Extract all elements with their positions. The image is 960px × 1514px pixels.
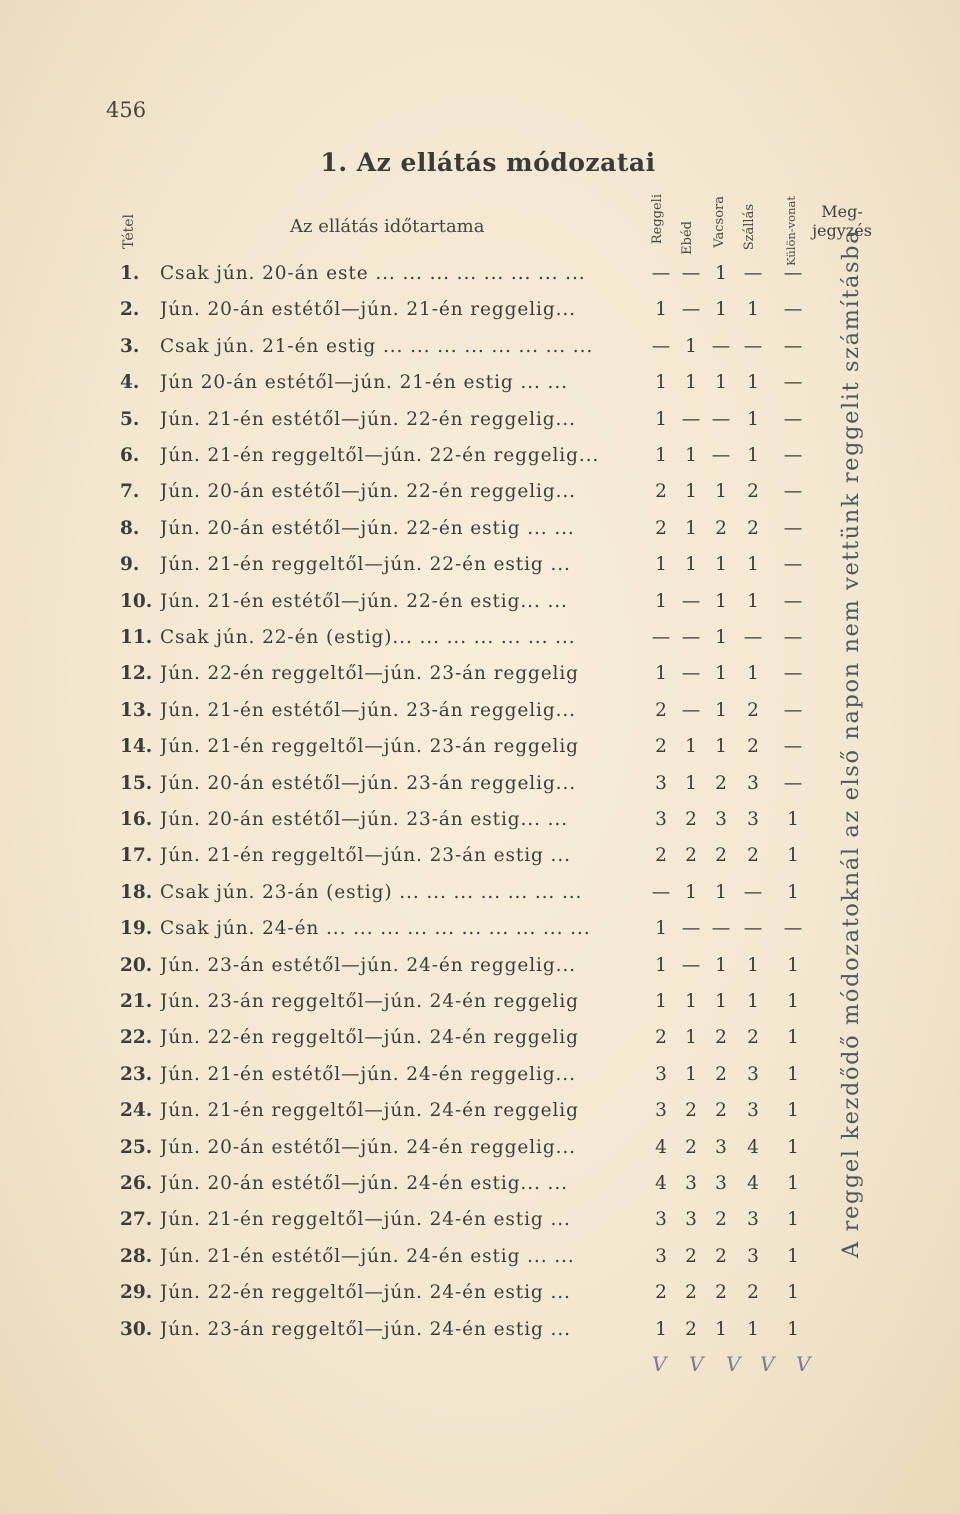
row-value-ebd: 1 — [685, 518, 697, 539]
row-value-klnvonat: — — [783, 336, 803, 357]
row-value-vacsora: 2 — [715, 1246, 727, 1267]
row-value-reggeli: 3 — [655, 1100, 667, 1121]
row-value-szlls: 1 — [747, 445, 759, 466]
row-value-reggeli: 2 — [655, 1027, 667, 1048]
row-number: 11. — [120, 627, 153, 648]
row-duration: Jún. 21-én estétől—jún. 22-én reggelig... — [160, 409, 576, 430]
check-mark: V — [689, 1352, 704, 1376]
row-duration: Jún. 23-án reggeltől—jún. 24-én estig ... — [160, 1319, 571, 1340]
table-row — [0, 554, 960, 584]
row-value-ebd: — — [681, 263, 701, 284]
table-row — [0, 809, 960, 839]
row-value-szlls: 3 — [747, 773, 759, 794]
row-value-klnvonat: 1 — [787, 1209, 799, 1230]
row-value-szlls: 1 — [747, 299, 759, 320]
row-value-ebd: 1 — [685, 554, 697, 575]
row-duration: Jún. 20-án estétől—jún. 23-án estig... ... — [160, 809, 568, 830]
row-value-szlls: 1 — [747, 991, 759, 1012]
row-value-ebd: 2 — [685, 1137, 697, 1158]
row-value-klnvonat: — — [783, 700, 803, 721]
table-row — [0, 481, 960, 511]
row-number: 26. — [120, 1173, 153, 1194]
row-value-vacsora: 2 — [715, 773, 727, 794]
row-value-vacsora: — — [711, 445, 731, 466]
row-value-ebd: — — [681, 299, 701, 320]
row-value-reggeli: 1 — [655, 445, 667, 466]
table-row — [0, 1319, 960, 1349]
row-value-szlls: 2 — [747, 700, 759, 721]
row-value-reggeli: 4 — [655, 1173, 667, 1194]
row-value-klnvonat: 1 — [787, 1100, 799, 1121]
table-row — [0, 1246, 960, 1276]
row-value-szlls: 1 — [747, 955, 759, 976]
row-number: 25. — [120, 1137, 153, 1158]
row-duration: Jún. 20-án estétől—jún. 22-én reggelig... — [160, 481, 576, 502]
row-value-klnvonat: — — [783, 773, 803, 794]
row-value-klnvonat: — — [783, 299, 803, 320]
row-number: 1. — [120, 263, 140, 284]
check-mark: V — [726, 1352, 741, 1376]
row-duration: Csak jún. 22-én (estig)... ... ... ... ... ... ... — [160, 627, 576, 648]
row-value-ebd: 1 — [685, 1064, 697, 1085]
row-value-reggeli: 1 — [655, 955, 667, 976]
row-value-klnvonat: 1 — [787, 1064, 799, 1085]
header-duration: Az ellátás időtartama — [290, 216, 485, 237]
row-duration: Jún. 21-én estétől—jún. 24-én reggelig... — [160, 1064, 576, 1085]
row-value-reggeli: — — [651, 263, 671, 284]
table-row — [0, 955, 960, 985]
row-value-vacsora: 1 — [715, 1319, 727, 1340]
table-row — [0, 1282, 960, 1312]
row-value-klnvonat: 1 — [787, 1282, 799, 1303]
table-row — [0, 518, 960, 548]
row-value-vacsora: — — [711, 336, 731, 357]
table-row — [0, 1027, 960, 1057]
table-row — [0, 263, 960, 293]
row-value-ebd: 1 — [685, 336, 697, 357]
row-value-reggeli: 1 — [655, 1319, 667, 1340]
row-value-klnvonat: — — [783, 736, 803, 757]
row-value-reggeli: 3 — [655, 773, 667, 794]
row-number: 8. — [120, 518, 140, 539]
row-number: 21. — [120, 991, 153, 1012]
row-value-ebd: — — [681, 591, 701, 612]
row-value-szlls: 3 — [747, 1064, 759, 1085]
row-value-reggeli: 1 — [655, 991, 667, 1012]
table-row — [0, 773, 960, 803]
row-value-ebd: 1 — [685, 372, 697, 393]
row-value-vacsora: 1 — [715, 591, 727, 612]
row-value-reggeli: 2 — [655, 736, 667, 757]
row-value-reggeli: 1 — [655, 299, 667, 320]
row-value-reggeli: — — [651, 882, 671, 903]
row-number: 22. — [120, 1027, 153, 1048]
row-value-vacsora: 1 — [715, 554, 727, 575]
row-value-reggeli: 3 — [655, 1209, 667, 1230]
header-ebed: Ebéd — [680, 221, 695, 255]
row-number: 13. — [120, 700, 153, 721]
table-row — [0, 991, 960, 1021]
header-item: Tétel — [121, 214, 137, 249]
row-value-vacsora: 2 — [715, 518, 727, 539]
row-value-szlls: — — [743, 263, 763, 284]
row-value-ebd: 1 — [685, 736, 697, 757]
row-value-szlls: — — [743, 336, 763, 357]
row-duration: Jún. 22-én reggeltől—jún. 23-án reggelig — [160, 663, 579, 684]
row-value-klnvonat: 1 — [787, 991, 799, 1012]
table-row — [0, 627, 960, 657]
row-value-vacsora: 2 — [715, 845, 727, 866]
row-value-ebd: 1 — [685, 773, 697, 794]
table-row — [0, 1137, 960, 1167]
row-value-klnvonat: 1 — [787, 845, 799, 866]
row-value-vacsora: 1 — [715, 299, 727, 320]
row-value-vacsora: 1 — [715, 991, 727, 1012]
row-value-klnvonat: — — [783, 627, 803, 648]
row-value-ebd: — — [681, 955, 701, 976]
row-value-vacsora: 1 — [715, 481, 727, 502]
row-value-szlls: 3 — [747, 1209, 759, 1230]
row-number: 18. — [120, 882, 153, 903]
row-value-szlls: 2 — [747, 518, 759, 539]
row-value-vacsora: 1 — [715, 700, 727, 721]
row-value-klnvonat: — — [783, 409, 803, 430]
page-number: 456 — [106, 98, 147, 122]
table-row — [0, 1100, 960, 1130]
row-value-ebd: 1 — [685, 991, 697, 1012]
row-duration: Jún. 20-án estétől—jún. 21-én reggelig... — [160, 299, 576, 320]
row-value-vacsora: 3 — [715, 1173, 727, 1194]
check-mark: V — [760, 1352, 775, 1376]
row-duration: Jún. 21-én reggeltől—jún. 22-én estig ... — [160, 554, 571, 575]
row-value-ebd: 1 — [685, 1027, 697, 1048]
row-value-vacsora: 1 — [715, 372, 727, 393]
row-value-reggeli: 2 — [655, 700, 667, 721]
row-number: 5. — [120, 409, 140, 430]
row-duration: Jún. 20-án estétől—jún. 24-én reggelig... — [160, 1137, 576, 1158]
row-value-reggeli: 1 — [655, 372, 667, 393]
row-number: 6. — [120, 445, 140, 466]
row-value-klnvonat: 1 — [787, 1027, 799, 1048]
row-value-szlls: 2 — [747, 736, 759, 757]
row-duration: Jún. 21-én estétől—jún. 24-én estig ... ... — [160, 1246, 575, 1267]
row-value-klnvonat: — — [783, 591, 803, 612]
row-value-vacsora: 3 — [715, 1137, 727, 1158]
table-row — [0, 1064, 960, 1094]
row-value-szlls: 4 — [747, 1173, 759, 1194]
row-value-ebd: 1 — [685, 445, 697, 466]
row-value-ebd: — — [681, 663, 701, 684]
table-row — [0, 882, 960, 912]
row-duration: Jún. 23-án estétől—jún. 24-én reggelig... — [160, 955, 576, 976]
row-value-szlls: 2 — [747, 1282, 759, 1303]
row-value-ebd: — — [681, 918, 701, 939]
row-value-ebd: — — [681, 700, 701, 721]
row-duration: Jún. 20-án estétől—jún. 24-én estig... ... — [160, 1173, 568, 1194]
header-reggeli: Reggeli — [650, 194, 665, 245]
row-value-reggeli: — — [651, 627, 671, 648]
row-number: 19. — [120, 918, 153, 939]
row-value-klnvonat: — — [783, 663, 803, 684]
row-duration: Jún. 21-én reggeltől—jún. 23-án reggelig — [160, 736, 579, 757]
row-value-vacsora: 2 — [715, 1064, 727, 1085]
side-note-text: A reggel kezdődő módozatoknál az első napon nem vettünk reggelit számításba — [838, 228, 864, 1258]
row-value-szlls: 1 — [747, 591, 759, 612]
row-value-vacsora: 2 — [715, 1027, 727, 1048]
row-value-vacsora: 2 — [715, 1100, 727, 1121]
row-value-szlls: 1 — [747, 1319, 759, 1340]
row-number: 17. — [120, 845, 153, 866]
row-number: 24. — [120, 1100, 153, 1121]
row-value-szlls: 4 — [747, 1137, 759, 1158]
row-value-klnvonat: — — [783, 481, 803, 502]
row-value-ebd: 3 — [685, 1209, 697, 1230]
row-value-vacsora: 1 — [715, 736, 727, 757]
row-value-klnvonat: — — [783, 263, 803, 284]
row-number: 12. — [120, 663, 153, 684]
row-value-vacsora: 1 — [715, 882, 727, 903]
row-value-reggeli: 2 — [655, 518, 667, 539]
row-value-klnvonat: — — [783, 372, 803, 393]
row-value-szlls: 2 — [747, 845, 759, 866]
row-value-klnvonat: — — [783, 918, 803, 939]
check-mark: V — [652, 1352, 667, 1376]
table-row — [0, 372, 960, 402]
table-row — [0, 700, 960, 730]
header-vacsora: Vacsora — [712, 196, 727, 248]
row-number: 30. — [120, 1319, 153, 1340]
section-title: 1. Az ellátás módozatai — [320, 148, 656, 177]
row-duration: Jún. 23-án reggeltől—jún. 24-én reggelig — [160, 991, 579, 1012]
table-row — [0, 591, 960, 621]
row-value-vacsora: 1 — [715, 663, 727, 684]
row-value-szlls: 3 — [747, 1100, 759, 1121]
row-value-klnvonat: — — [783, 554, 803, 575]
row-value-klnvonat: — — [783, 518, 803, 539]
table-row — [0, 336, 960, 366]
row-value-vacsora: 2 — [715, 1209, 727, 1230]
row-value-vacsora: 2 — [715, 1282, 727, 1303]
table-row — [0, 445, 960, 475]
row-duration: Jún. 21-én reggeltől—jún. 23-án estig ... — [160, 845, 571, 866]
row-value-reggeli: 3 — [655, 1246, 667, 1267]
table-row — [0, 663, 960, 693]
row-number: 4. — [120, 372, 140, 393]
row-duration: Jún 20-án estétől—jún. 21-én estig ... ... — [160, 372, 568, 393]
row-number: 3. — [120, 336, 140, 357]
row-value-szlls: 1 — [747, 554, 759, 575]
row-value-szlls: — — [743, 882, 763, 903]
row-value-reggeli: 1 — [655, 663, 667, 684]
row-value-szlls: 1 — [747, 372, 759, 393]
row-value-szlls: 3 — [747, 1246, 759, 1267]
row-value-ebd: — — [681, 627, 701, 648]
row-duration: Csak jún. 23-án (estig) ... ... ... ... ... ... ... — [160, 882, 583, 903]
row-value-szlls: — — [743, 627, 763, 648]
row-value-reggeli: 1 — [655, 591, 667, 612]
row-duration: Jún. 21-én estétől—jún. 22-én estig... ... — [160, 591, 568, 612]
row-duration: Jún. 21-én reggeltől—jún. 24-én reggelig — [160, 1100, 579, 1121]
row-value-klnvonat: — — [783, 445, 803, 466]
row-value-reggeli: 2 — [655, 1282, 667, 1303]
row-value-vacsora: 1 — [715, 955, 727, 976]
table-row — [0, 736, 960, 766]
row-value-szlls: 1 — [747, 663, 759, 684]
row-value-reggeli: 1 — [655, 409, 667, 430]
row-value-ebd: 2 — [685, 1319, 697, 1340]
row-duration: Jún. 22-én reggeltől—jún. 24-én estig ... — [160, 1282, 571, 1303]
row-number: 15. — [120, 773, 153, 794]
row-value-szlls: 1 — [747, 409, 759, 430]
header-szallas: Szállás — [742, 204, 757, 251]
row-value-ebd: 1 — [685, 882, 697, 903]
row-value-szlls: — — [743, 918, 763, 939]
row-value-klnvonat: 1 — [787, 1137, 799, 1158]
row-number: 28. — [120, 1246, 153, 1267]
row-duration: Jún. 21-én reggeltől—jún. 22-én reggelig... — [160, 445, 600, 466]
row-number: 9. — [120, 554, 140, 575]
row-value-ebd: 2 — [685, 1282, 697, 1303]
table-row — [0, 845, 960, 875]
header-kulonvonat: Külön-vonat — [784, 196, 798, 266]
row-value-klnvonat: 1 — [787, 1173, 799, 1194]
row-value-ebd: 1 — [685, 481, 697, 502]
row-value-szlls: 2 — [747, 481, 759, 502]
row-duration: Csak jún. 24-én ... ... ... ... ... ... ... ... ... ... — [160, 918, 591, 939]
table-row — [0, 409, 960, 439]
row-duration: Jún. 22-én reggeltől—jún. 24-én reggelig — [160, 1027, 579, 1048]
row-duration: Jún. 20-án estétől—jún. 22-én estig ... ... — [160, 518, 575, 539]
row-duration: Jún. 21-én reggeltől—jún. 24-én estig ... — [160, 1209, 571, 1230]
row-value-ebd: 2 — [685, 809, 697, 830]
row-value-vacsora: — — [711, 409, 731, 430]
header-megjegyzes: Meg-jegyzés — [812, 202, 872, 240]
row-value-ebd: 2 — [685, 1100, 697, 1121]
row-value-klnvonat: 1 — [787, 1246, 799, 1267]
row-value-reggeli: 3 — [655, 1064, 667, 1085]
row-number: 14. — [120, 736, 153, 757]
row-value-szlls: 2 — [747, 1027, 759, 1048]
table-row — [0, 1173, 960, 1203]
row-value-ebd: — — [681, 409, 701, 430]
row-duration: Csak jún. 21-én estig ... ... ... ... ... ... ... ... — [160, 336, 594, 357]
row-value-reggeli: 2 — [655, 481, 667, 502]
check-mark: V — [796, 1352, 811, 1376]
row-value-vacsora: 1 — [715, 627, 727, 648]
row-duration: Jún. 20-án estétől—jún. 23-án reggelig... — [160, 773, 577, 794]
row-value-vacsora: — — [711, 918, 731, 939]
row-value-klnvonat: 1 — [787, 809, 799, 830]
row-number: 7. — [120, 481, 140, 502]
row-value-vacsora: 1 — [715, 263, 727, 284]
row-number: 29. — [120, 1282, 153, 1303]
table-row — [0, 918, 960, 948]
row-value-reggeli: 1 — [655, 554, 667, 575]
row-number: 23. — [120, 1064, 153, 1085]
row-value-reggeli: 2 — [655, 845, 667, 866]
table-row — [0, 1209, 960, 1239]
row-value-klnvonat: 1 — [787, 882, 799, 903]
row-value-ebd: 3 — [685, 1173, 697, 1194]
row-value-reggeli: 4 — [655, 1137, 667, 1158]
row-value-szlls: 3 — [747, 809, 759, 830]
table-row — [0, 299, 960, 329]
row-number: 16. — [120, 809, 153, 830]
row-value-ebd: 2 — [685, 845, 697, 866]
row-value-reggeli: — — [651, 336, 671, 357]
row-value-ebd: 2 — [685, 1246, 697, 1267]
row-value-klnvonat: 1 — [787, 955, 799, 976]
row-number: 10. — [120, 591, 153, 612]
row-duration: Jún. 21-én estétől—jún. 23-án reggelig... — [160, 700, 576, 721]
row-value-klnvonat: 1 — [787, 1319, 799, 1340]
row-duration: Csak jún. 20-án este ... ... ... ... ... ... ... ... — [160, 263, 586, 284]
row-number: 20. — [120, 955, 153, 976]
row-value-reggeli: 3 — [655, 809, 667, 830]
row-value-vacsora: 3 — [715, 809, 727, 830]
row-value-reggeli: 1 — [655, 918, 667, 939]
row-number: 2. — [120, 299, 140, 320]
row-number: 27. — [120, 1209, 153, 1230]
